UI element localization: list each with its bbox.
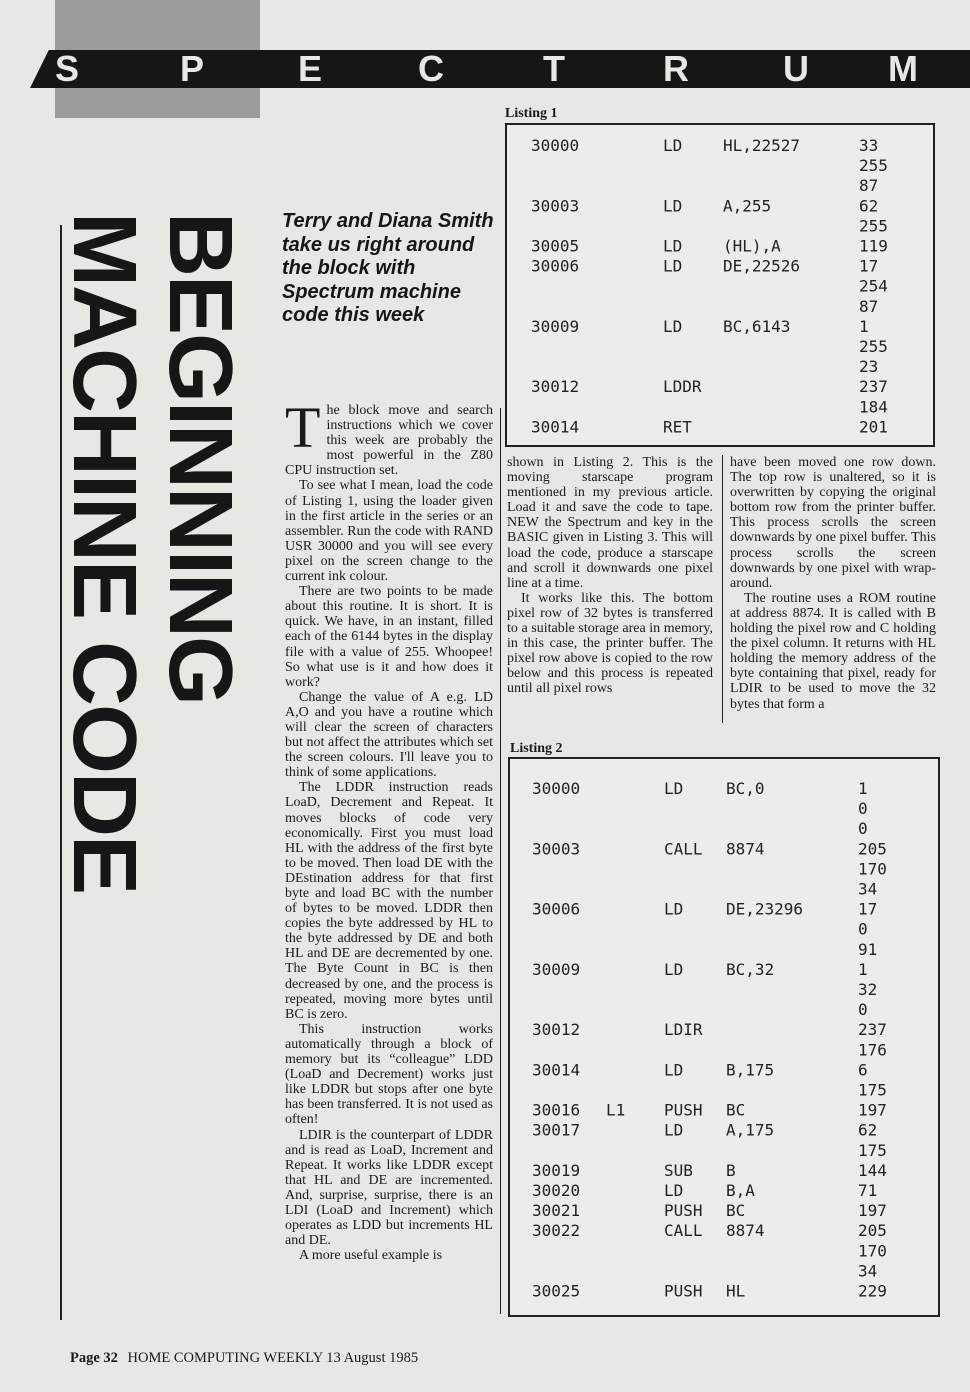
drop-cap: T	[285, 395, 321, 460]
code-opcode: RET	[663, 417, 692, 437]
code-opcode: LD	[664, 1060, 684, 1080]
code-label: L1	[606, 1100, 626, 1120]
code-opcode: SUB	[664, 1160, 693, 1180]
code-byte: 1	[859, 316, 869, 336]
code-byte: 176	[858, 1040, 887, 1060]
code-opcode: PUSH	[664, 1281, 703, 1301]
code-byte: 34	[858, 1261, 878, 1281]
banner-letter: E	[298, 48, 323, 89]
code-address: 30017	[532, 1120, 581, 1140]
code-address: 30016	[532, 1100, 581, 1120]
code-byte: 175	[858, 1140, 887, 1160]
code-address: 30012	[531, 377, 580, 397]
code-opcode: LD	[663, 316, 683, 336]
listing-2-title: Listing 2	[510, 741, 563, 756]
code-address: 30009	[532, 959, 581, 979]
code-address: 30006	[532, 899, 581, 919]
article-title	[56, 212, 248, 1112]
title-line-2: MACHINE CODE	[54, 212, 154, 894]
code-byte: 205	[858, 839, 887, 859]
title-line-1: BEGINNING	[150, 212, 250, 705]
page-number: Page 32	[70, 1350, 118, 1366]
paragraph: LDIR is the counterpart of LDDR and is read as LoaD, Increment and Repeat. It works like LDDR except that HL and DE are incremented. And, surprise, surprise, there is an LDI (LoaD and Increment) which operates as LDD but increments HL and DE.	[285, 1127, 493, 1249]
code-operand: A,175	[726, 1120, 775, 1140]
code-address: 30005	[531, 236, 580, 256]
code-opcode: LDDR	[663, 377, 702, 397]
code-byte: 170	[858, 859, 887, 879]
code-byte: 184	[859, 397, 888, 417]
code-byte: 255	[859, 337, 888, 356]
code-operand: 8874	[726, 1221, 765, 1241]
listing-1-title: Listing 1	[505, 106, 558, 121]
code-address: 30009	[531, 316, 580, 336]
code-opcode: LD	[664, 1181, 684, 1200]
code-byte: 62	[859, 196, 879, 216]
code-operand: A,255	[723, 196, 772, 216]
code-address: 30022	[532, 1221, 581, 1241]
banner-letter: R	[663, 48, 689, 89]
banner-letter: S	[55, 48, 80, 89]
body-column-1	[285, 395, 493, 1264]
code-opcode: LD	[664, 1120, 684, 1140]
code-byte: 175	[858, 1080, 887, 1100]
code-operand: DE,23296	[726, 899, 804, 919]
code-address: 30025	[532, 1281, 581, 1301]
code-address: 30021	[532, 1201, 581, 1221]
code-byte: 1	[858, 779, 868, 798]
page-footer	[70, 1350, 418, 1367]
code-opcode: LD	[664, 959, 684, 979]
paragraph: The routine uses a ROM routine at address 8874. It is called with B holding the pixel row and C holding the pixel column. It returns with HL holding the memory address of the byte containing that pixel, ready for LDIR to be used to move the 32 bytes that form a	[730, 590, 936, 712]
code-operand: BC	[726, 1201, 746, 1221]
code-opcode: LD	[663, 136, 683, 155]
body-column-3	[730, 455, 936, 712]
paragraph: The block move and search instructions which we cover this week are probably the most powerful in the Z80 CPU instruction set.	[285, 395, 493, 479]
code-byte: 62	[858, 1120, 878, 1140]
listing-2-box	[508, 757, 940, 1317]
paragraph: The LDDR instruction reads LoaD, Decrement and Repeat. It moves blocks of code very economically. First you must load HL with the address of the first byte to be moved. Then load DE with the DEstination address for that first byte and load BC with the number of bytes to be moved. LDDR then copies the byte addressed by HL to the byte addressed by DE and both HL and DE are decremented by one. The Byte Count in BC is then decreased by one, and the process is repeated, moving more bytes until BC is zero.	[285, 780, 493, 1022]
code-address: 30019	[532, 1160, 581, 1180]
listing-2-code	[510, 759, 938, 1315]
paragraph: This instruction works automatically through a block of memory but its “colleague” LDD (LoaD and Decrement) works just like LDDR but stops after one byte has been transferred. It is not used as often!	[285, 1021, 493, 1128]
code-address: 30000	[532, 779, 581, 798]
code-byte: 17	[859, 256, 879, 276]
code-byte: 197	[858, 1100, 887, 1120]
code-opcode: LD	[663, 256, 683, 276]
code-byte: 32	[858, 980, 878, 999]
paragraph: have been moved one row down. The top row is unaltered, so it is overwritten by copying the original bottom row from the printer buffer. This process scrolls the screen downwards by one pixel buffer. This process scrolls the screen downwards by one pixel with wrap-around.	[730, 455, 936, 591]
code-address: 30003	[532, 839, 581, 859]
code-operand: HL,22527	[723, 136, 801, 155]
code-byte: 87	[859, 296, 879, 316]
code-operand: BC	[726, 1100, 746, 1120]
publication-line: HOME COMPUTING WEEKLY 13 August 1985	[127, 1350, 419, 1366]
code-operand: BC,32	[726, 959, 775, 979]
code-byte: 170	[858, 1241, 887, 1261]
section-banner	[30, 50, 970, 88]
code-byte: 33	[859, 136, 879, 155]
code-byte: 6	[858, 1060, 868, 1080]
paragraph: A more useful example is	[299, 1248, 443, 1264]
column-rule	[722, 455, 723, 723]
code-opcode: PUSH	[664, 1201, 703, 1221]
code-byte: 34	[858, 879, 878, 899]
code-opcode: PUSH	[664, 1100, 703, 1120]
code-byte: 87	[859, 176, 879, 196]
banner-letter: M	[888, 48, 918, 89]
paragraph: shown in Listing 2. This is the moving starscape program mentioned in my previous article. Load it and save the code to tape. NEW the Spectrum and key in the BASIC given in Listing 3. This will load the code, produce a starscape and scroll it downwards one pixel line at a time.	[507, 455, 713, 591]
code-byte: 0	[858, 1000, 868, 1020]
code-operand: BC,0	[726, 779, 765, 798]
paragraph: To see what I mean, load the code of Listing 1, using the loader given in the first article in the series or an assembler. Run the code with RAND USR 30000 and you will see every pixel on the screen change to the current ink colour.	[285, 478, 493, 585]
paragraph: Change the value of A e.g. LD A,O and you have a routine which will clear the screen of characters but not affect the attributes which set the screen colours. I'll leave you to think of some applications.	[285, 689, 493, 781]
code-byte: 144	[858, 1160, 887, 1180]
code-address: 30020	[532, 1181, 581, 1200]
code-byte: 254	[859, 276, 888, 296]
code-address: 30003	[531, 196, 580, 216]
code-operand: 8874	[726, 839, 765, 859]
paragraph: It works like this. The bottom pixel row of 32 bytes is transferred to a suitable storage area in memory, in this case, the printer buffer. The pixel row above is copied to the row below and this process is repeated until all pixel rows	[507, 590, 713, 697]
code-opcode: CALL	[664, 839, 703, 859]
code-byte: 237	[859, 377, 888, 397]
code-address: 30000	[531, 136, 580, 155]
code-address: 30012	[532, 1020, 581, 1040]
code-operand: B,A	[726, 1181, 755, 1200]
code-byte: 201	[859, 417, 888, 437]
code-byte: 229	[858, 1281, 887, 1301]
code-opcode: LD	[663, 236, 683, 256]
code-address: 30014	[531, 417, 580, 437]
code-byte: 0	[858, 819, 868, 839]
code-byte: 1	[858, 959, 868, 979]
code-address: 30014	[532, 1060, 581, 1080]
code-opcode: LD	[664, 899, 684, 919]
banner-letter: C	[418, 48, 444, 89]
code-byte: 197	[858, 1201, 887, 1221]
code-operand: B,175	[726, 1060, 775, 1080]
listing-1-box	[505, 123, 935, 447]
code-opcode: LD	[664, 779, 684, 798]
code-byte: 255	[859, 156, 888, 176]
code-operand: DE,22526	[723, 256, 801, 276]
code-address: 30006	[531, 256, 580, 276]
listing-1-code	[507, 125, 933, 445]
body-column-2	[507, 455, 713, 697]
column-rule	[500, 408, 501, 1314]
paragraph: There are two points to be made about this routine. It is short. It is quick. We have, in an instant, filled each of the 6144 bytes in the display file with a value of 255. Whoopee! So what use is it and how does it work?	[285, 584, 493, 690]
code-operand: BC,6143	[723, 316, 791, 336]
banner-letter: U	[783, 48, 809, 89]
banner-letter: P	[180, 48, 205, 89]
code-opcode: CALL	[664, 1221, 703, 1241]
code-byte: 0	[858, 919, 868, 939]
code-byte: 17	[858, 899, 878, 919]
code-operand: (HL),A	[723, 236, 781, 256]
code-byte: 91	[858, 939, 878, 959]
code-byte: 205	[858, 1221, 887, 1241]
code-byte: 255	[859, 216, 888, 236]
code-byte: 23	[859, 357, 879, 377]
code-opcode: LD	[663, 196, 683, 216]
code-byte: 71	[858, 1181, 878, 1200]
code-byte: 119	[859, 236, 888, 256]
code-byte: 237	[858, 1020, 887, 1040]
code-operand: HL	[726, 1281, 746, 1301]
banner-letter: T	[543, 48, 565, 89]
code-operand: B	[726, 1160, 736, 1180]
code-byte: 0	[858, 799, 868, 819]
code-opcode: LDIR	[664, 1020, 703, 1040]
standfirst: Terry and Diana Smith take us right around the block with Spectrum machine code this week	[282, 210, 494, 326]
